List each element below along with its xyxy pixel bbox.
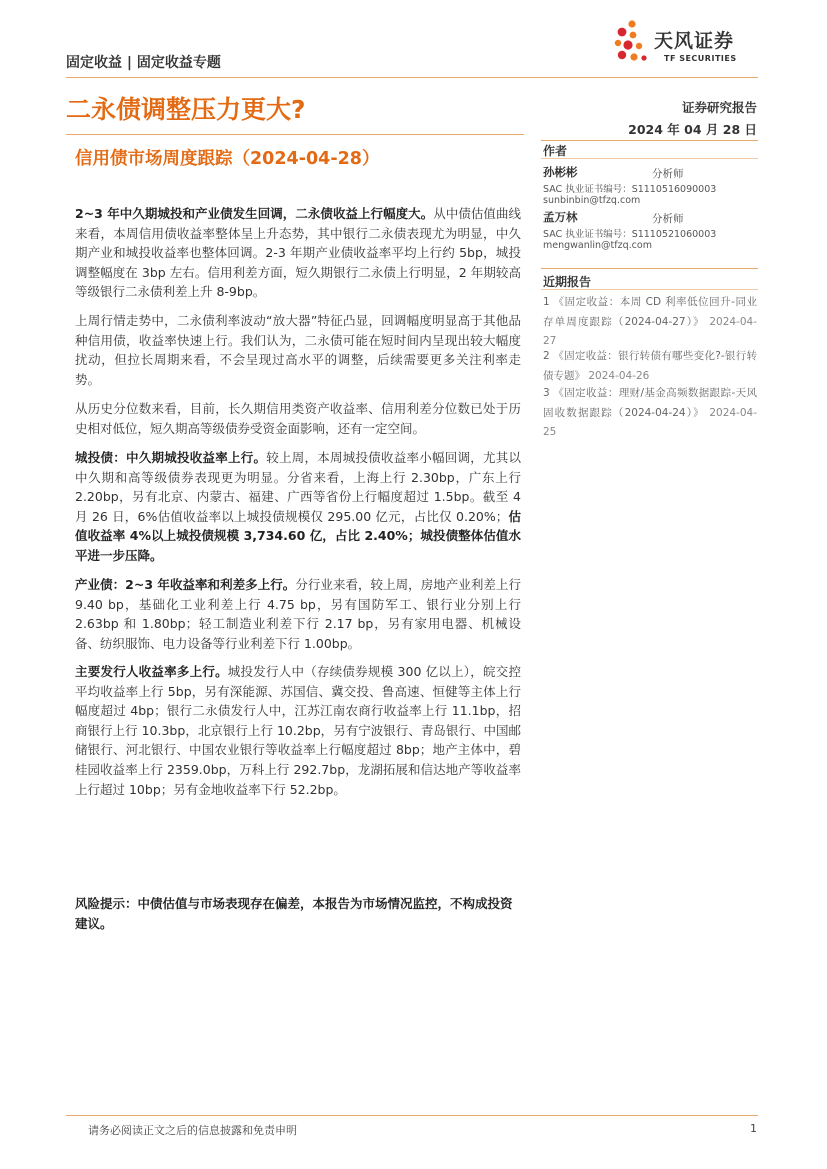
paragraph-emphasis: 估值收益率 4%以上城投债规模 3,734.60 亿，占比 2.40%；城投债整体估值水平进一步压降。 <box>75 508 521 563</box>
paragraph-text: 从中债估值曲线来看，本周信用债收益率整体呈上升态势，其中银行二永债表现尤为明显，中久期产业和城投收益率也整体回调。2-3 年期产业债收益率平均上行约 5bp，城投调整幅度在 3bp 左右。信用利差方面，短久期银行二永债上行明显，2 年期较高等级银行二永债利差上升 8-9bp。 <box>75 206 521 300</box>
industry-paragraph <box>75 575 521 653</box>
recent-reports-heading: 近期报告 <box>543 275 592 289</box>
header-rule <box>66 77 758 78</box>
author-cert: SAC 执业证书编号：S1110516090003 <box>543 184 717 195</box>
recent-report-date: 2024-04-25 <box>543 406 757 438</box>
author-email[interactable]: sunbinbin@tfzq.com <box>543 195 641 206</box>
report-date: 2024 年 04 月 28 日 <box>628 122 757 137</box>
recent-rule-top <box>541 268 758 269</box>
report-category: 固定收益 | 固定收益专题 <box>66 55 221 71</box>
paragraph-text: 城投发行人中（存续债券规模 300 亿以上），皖交控平均收益率上行 5bp，另有深能源、苏国信、冀交投、鲁高速、恒健等主体上行幅度超过 4bp；银行二永债发行人中，江苏江南农商行收益率上行 11.1bp，招商银行上行 10.3bp，北京银行上行 10.2bp，另有宁波银行、青岛银行、中国邮储银行、河北银行、中国农业银行等收益率上行幅度超过 8bp；地产主体中，碧桂园收益率上行 2359.0bp，万科上行 292.7bp，龙湖拓展和信达地产等收益率上行超过 10bp；另有金地收益率下行 52.2bp。 <box>75 664 521 797</box>
recent-report-title[interactable]: 2 《固定收益：银行转债有哪些变化?-银行转债专题》 <box>543 350 757 382</box>
footer-disclaimer[interactable]: 请务必阅读正文之后的信息披露和免责申明 <box>88 1124 297 1137</box>
recent-heading-rule <box>541 289 758 290</box>
recent-report-date: 2024-04-27 <box>543 315 757 347</box>
authors-heading: 作者 <box>543 144 568 158</box>
chengtou-paragraph <box>75 448 521 566</box>
sidebar-rule-top <box>541 140 758 141</box>
paragraph-text: 上周行情走势中，二永债利率波动“放大器”特征凸显，回调幅度明显高于其他品种信用债，收益率快速上行。我们认为，二永债可能在短时间内呈现出较大幅度扰动，但拉长周期来看，不会呈现过高水平的调整，后续需要更多关注利率走势。 <box>75 313 521 387</box>
logo-mark-icon <box>612 20 656 66</box>
recent-report-title[interactable]: 1 《固定收益：本周 CD 利率低位回升-同业存单周度跟踪（2024-04-27）》 <box>543 296 757 328</box>
logo-text-en: TF SECURITIES <box>664 54 737 63</box>
report-subtitle: 信用债市场周度跟踪（2024-04-28） <box>75 149 380 169</box>
author-cert: SAC 执业证书编号：S1110521060003 <box>543 229 717 240</box>
issuer-paragraph <box>75 662 521 799</box>
paragraph-lead: 产业债：2~3 年收益率和利差多上行。 <box>75 577 296 592</box>
report-type: 证券研究报告 <box>681 100 757 115</box>
paragraph-text: 分行业来看，较上周，房地产业利差上行 9.40 bp，基础化工业利差上行 4.75 bp，另有国防军工、银行业分别上行 2.63bp 和 1.80bp；轻工制造业利差下行 2.17 bp，另有家用电器、机械设备、纺织服饰、电力设备等行业利差下行 1.00bp。 <box>75 577 521 651</box>
market-paragraph <box>75 311 521 389</box>
author-email[interactable]: mengwanlin@tfzq.com <box>543 240 652 251</box>
company-logo <box>612 20 762 70</box>
paragraph-text: 从历史分位数来看，目前，长久期信用类资产收益率、信用利差分位数已处于历史相对低位，短久期高等级债券受资金面影响，还有一定空间。 <box>75 401 521 436</box>
paragraph-text: 较上周，本周城投债收益率小幅回调，尤其以中久期和高等级债券表现更为明显。分省来看，上海上行 2.30bp，广东上行 2.20bp，另有北京、内蒙古、福建、广西等省份上行幅度超过 1.5bp。截至 4 月 26 日，6%估值收益率以上城投债规模仅 295.00 亿元，占比仅 0.20%； <box>75 450 521 524</box>
logo-text-cn: 天风证券 <box>654 30 735 52</box>
risk-warning: 风险提示：中债估值与市场表现存在偏差，本报告为市场情况监控，不构成投资建议。 <box>75 896 513 931</box>
history-paragraph <box>75 399 521 438</box>
report-title: 二永债调整压力更大? <box>66 95 306 124</box>
footer-rule <box>66 1115 758 1116</box>
title-rule <box>66 134 524 135</box>
author-name: 孟万林 <box>543 210 578 224</box>
recent-report-item[interactable] <box>543 347 757 386</box>
recent-report-item[interactable] <box>543 384 757 443</box>
recent-report-title[interactable]: 3 《固定收益：理财/基金高频数据跟踪-天风固收数据跟踪（2024-04-24）》 <box>543 387 757 419</box>
author-role: 分析师 <box>652 213 684 225</box>
summary-paragraph <box>75 204 521 302</box>
author-name: 孙彬彬 <box>543 165 578 179</box>
paragraph-lead: 主要发行人收益率多上行。 <box>75 664 228 679</box>
recent-report-date: 2024-04-26 <box>588 369 650 382</box>
authors-heading-rule <box>541 158 758 159</box>
page-number: 1 <box>750 1122 757 1135</box>
author-role: 分析师 <box>652 168 684 180</box>
paragraph-lead: 2~3 年中久期城投和产业债发生回调，二永债收益上行幅度大。 <box>75 206 434 221</box>
paragraph-lead: 城投债：中久期城投收益率上行。 <box>75 450 267 465</box>
recent-report-item[interactable] <box>543 293 757 352</box>
